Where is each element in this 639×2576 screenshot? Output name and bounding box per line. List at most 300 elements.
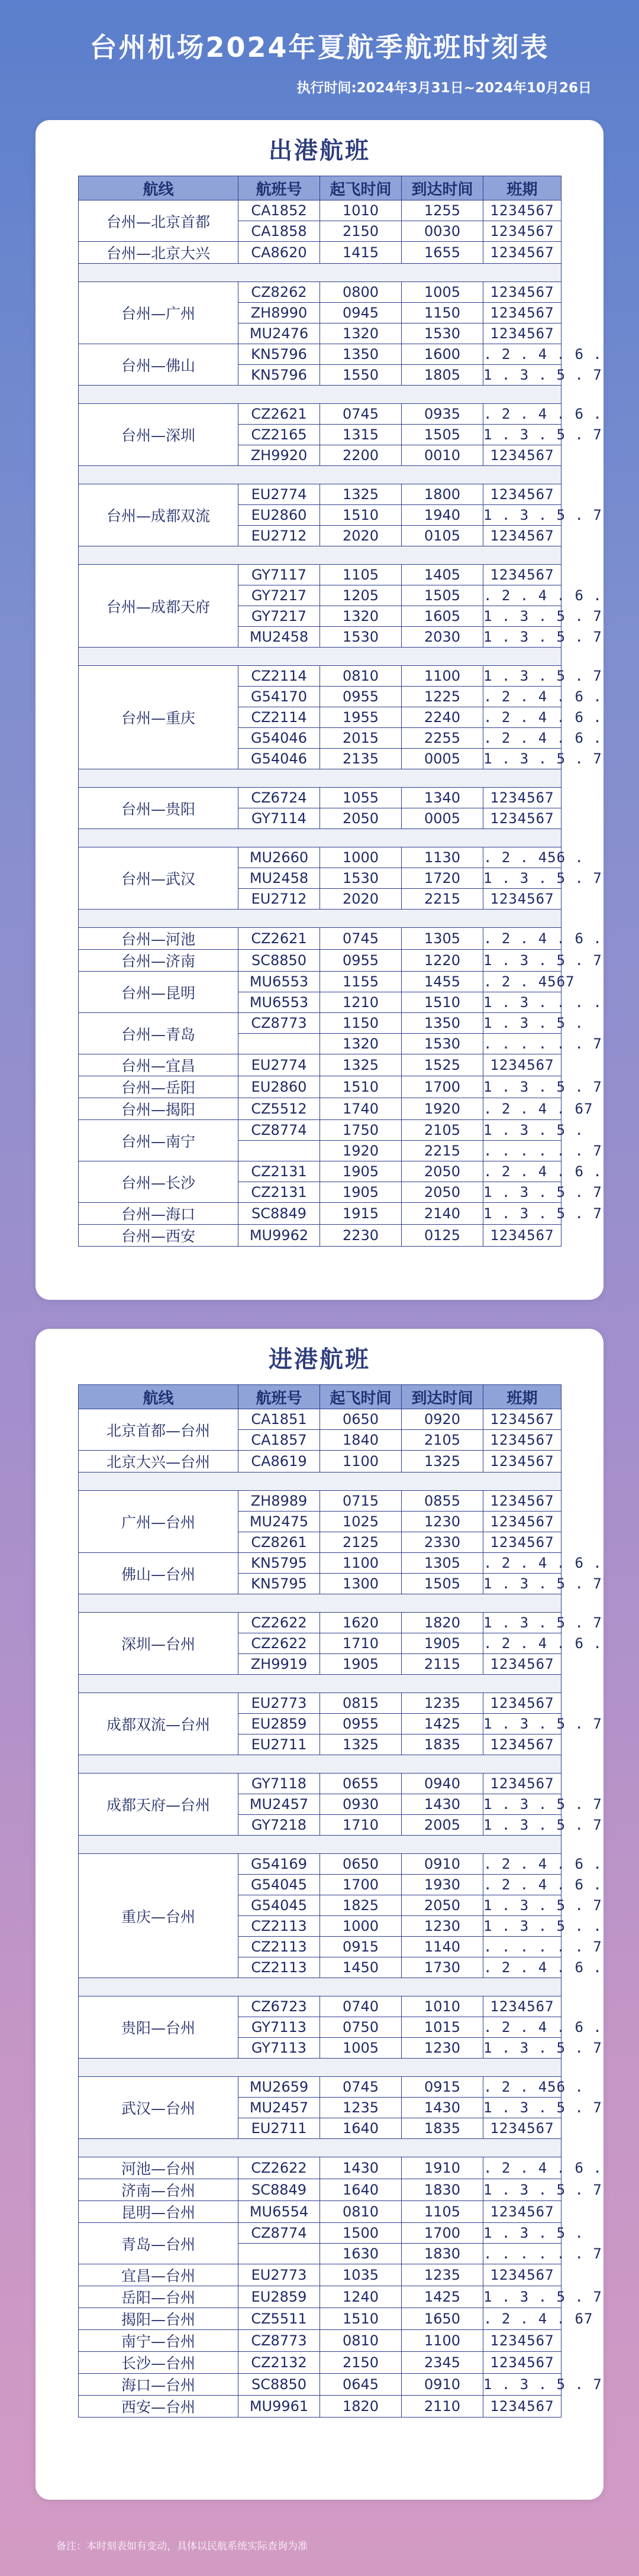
flight-number-cell: ZH9919 (238, 1654, 320, 1675)
arrival-time-cell: 2005 (402, 1815, 483, 1836)
arrival-card (36, 1329, 604, 2500)
departure-time-cell: 1920 (320, 1141, 402, 1161)
flight-number-cell: GY7113 (238, 2017, 320, 2038)
arrival-time-cell: 1225 (402, 687, 483, 707)
arrival-time-cell: 1430 (402, 1794, 483, 1815)
arrival-time-cell: 1720 (402, 868, 483, 889)
table-row (79, 1491, 561, 1512)
route-cell: 台州—深圳 (79, 404, 238, 466)
flight-number-cell: CZ2113 (238, 1916, 320, 1937)
departure-time-cell: 0745 (320, 928, 402, 950)
schedule-days-cell: 1 . 3 . 5 . (483, 1013, 561, 1034)
schedule-days-cell: 1234567 (483, 1491, 561, 1512)
schedule-days-cell: 1 . 3 . . . . (483, 992, 561, 1013)
arrival-time-cell: 0105 (402, 526, 483, 546)
departure-time-cell: 2230 (320, 1225, 402, 1247)
schedule-days-cell: . 2 . 4 . 6 . (483, 1161, 561, 1182)
departure-time-cell: 1155 (320, 972, 402, 992)
departure-time-cell: 0800 (320, 282, 402, 303)
departure-time-cell: 0650 (320, 1854, 402, 1875)
group-separator-row (79, 264, 561, 282)
flight-number-cell: CZ5512 (238, 1098, 320, 1120)
arrival-time-cell: 2115 (402, 1654, 483, 1675)
arrival-table-body (79, 1409, 602, 2418)
arrival-time-cell: 1510 (402, 992, 483, 1013)
flight-number-cell: CZ8774 (238, 1120, 320, 1141)
schedule-days-cell: . 2 . 4 . 6 . (483, 1875, 561, 1895)
route-cell: 济南—台州 (79, 2179, 238, 2201)
arrival-time-cell: 1910 (402, 2157, 483, 2179)
route-cell: 台州—济南 (79, 950, 238, 972)
route-cell: 台州—北京首都 (79, 200, 238, 242)
arrival-time-cell: 1235 (402, 2264, 483, 2286)
table-row (79, 1225, 561, 1247)
arrival-time-cell: 1650 (402, 2308, 483, 2330)
flight-number-cell (238, 1034, 320, 1054)
departure-time-cell: 2015 (320, 728, 402, 749)
route-cell: 宜昌—台州 (79, 2264, 238, 2286)
schedule-days-cell: . . . . . . 7 (483, 1937, 561, 1957)
route-cell: 台州—佛山 (79, 344, 238, 386)
arrival-time-cell: 1730 (402, 1957, 483, 1978)
schedule-days-cell: 1234567 (483, 565, 561, 585)
flight-number-cell: MU2458 (238, 627, 320, 648)
departure-time-cell: 0750 (320, 2017, 402, 2038)
arrival-time-cell: 1505 (402, 1574, 483, 1594)
schedule-days-cell: . 2 . 456 . (483, 847, 561, 868)
flight-number-cell: MU2457 (238, 2098, 320, 2118)
schedule-days-cell: . 2 . 4 . 67 (483, 1098, 561, 1120)
arrival-time-cell: 0910 (402, 1854, 483, 1875)
route-cell: 北京大兴—台州 (79, 1451, 238, 1473)
arrival-time-cell: 1100 (402, 666, 483, 687)
departure-time-cell: 2200 (320, 445, 402, 466)
departure-time-cell: 0915 (320, 1937, 402, 1957)
route-cell: 台州—长沙 (79, 1161, 238, 1203)
flight-number-cell: EU2773 (238, 2264, 320, 2286)
departure-time-cell: 0930 (320, 1794, 402, 1815)
arrival-time-cell: 2050 (402, 1182, 483, 1203)
flight-number-cell: SC8849 (238, 2179, 320, 2201)
arrival-time-cell: 2030 (402, 627, 483, 648)
flight-number-cell: ZH8990 (238, 303, 320, 323)
departure-time-cell: 0745 (320, 2077, 402, 2098)
departure-table (78, 176, 602, 1247)
table-row (79, 1451, 561, 1473)
flight-number-cell: CZ6723 (238, 1996, 320, 2017)
arrival-table (78, 1384, 602, 2418)
route-cell: 台州—河池 (79, 928, 238, 950)
departure-time-cell: 1205 (320, 585, 402, 606)
arrival-time-cell: 1940 (402, 505, 483, 526)
departure-time-cell: 0955 (320, 1714, 402, 1734)
departure-time-cell: 1820 (320, 2396, 402, 2418)
separator-cell (79, 466, 561, 484)
schedule-days-cell: 1 . 3 . 5 . 7 (483, 666, 561, 687)
flight-number-cell: MU6553 (238, 992, 320, 1013)
flight-number-cell: MU6553 (238, 972, 320, 992)
schedule-days-cell: 1234567 (483, 788, 561, 808)
arrival-time-cell: 1015 (402, 2017, 483, 2038)
flight-number-cell: SC8850 (238, 2374, 320, 2396)
flight-number-cell: CZ2621 (238, 928, 320, 950)
departure-time-cell: 1530 (320, 627, 402, 648)
schedule-days-cell: . 2 . 4 . 6 . (483, 1553, 561, 1574)
schedule-days-cell: . . . . . . 7 (483, 1141, 561, 1161)
table-row (79, 2308, 561, 2330)
table-row (79, 2352, 561, 2374)
schedule-days-cell: 1234567 (483, 808, 561, 829)
flight-number-cell: CZ8773 (238, 1013, 320, 1034)
table-header-row (79, 176, 561, 200)
schedule-days-cell: 1234567 (483, 2330, 561, 2352)
departure-time-cell: 1740 (320, 1098, 402, 1120)
separator-cell (79, 2139, 561, 2157)
arrival-time-cell: 1425 (402, 2286, 483, 2308)
schedule-days-cell: 1 . 3 . 5 . 7 (483, 2286, 561, 2308)
departure-time-cell: 1320 (320, 606, 402, 627)
departure-time-cell: 1100 (320, 1553, 402, 1574)
schedule-days-cell: . 2 . 4 . 6 . (483, 2017, 561, 2038)
schedule-days-cell: 1 . 3 . 5 . 7 (483, 2179, 561, 2201)
arrival-time-cell: 1835 (402, 2118, 483, 2139)
arrival-time-cell: 1305 (402, 928, 483, 950)
arrival-time-cell: 1805 (402, 365, 483, 386)
flight-number-cell: G54170 (238, 687, 320, 707)
arrival-time-cell: 1425 (402, 1714, 483, 1734)
schedule-days-cell: 1234567 (483, 1693, 561, 1714)
header-route: 航线 (79, 1385, 238, 1409)
flight-number-cell: KN5796 (238, 365, 320, 386)
departure-time-cell: 1825 (320, 1895, 402, 1916)
departure-time-cell: 1000 (320, 1916, 402, 1937)
flight-number-cell: EU2711 (238, 2118, 320, 2139)
schedule-days-cell: 1 . 3 . 5 . (483, 1120, 561, 1141)
header-arrival-time: 到达时间 (402, 1385, 483, 1409)
schedule-days-cell: . 2 . 4 . 6 . (483, 687, 561, 707)
departure-time-cell: 1150 (320, 1013, 402, 1034)
flight-number-cell: CA8620 (238, 242, 320, 264)
route-cell: 南宁—台州 (79, 2330, 238, 2352)
schedule-days-cell: 1234567 (483, 242, 561, 264)
group-separator-row (79, 466, 561, 484)
departure-time-cell: 2150 (320, 2352, 402, 2374)
arrival-time-cell: 0010 (402, 445, 483, 466)
schedule-days-cell: . 2 . 4 . 67 (483, 2308, 561, 2330)
table-row (79, 2264, 561, 2286)
departure-time-cell: 0955 (320, 687, 402, 707)
schedule-days-cell: 1234567 (483, 1451, 561, 1473)
group-separator-row (79, 2139, 561, 2157)
flight-number-cell: G54046 (238, 749, 320, 769)
flight-number-cell: MU9961 (238, 2396, 320, 2418)
schedule-days-cell: 1234567 (483, 2396, 561, 2418)
schedule-days-cell: 1234567 (483, 445, 561, 466)
schedule-days-cell: 1 . 3 . 5 . 7 (483, 1794, 561, 1815)
route-cell: 台州—昆明 (79, 972, 238, 1013)
arrival-time-cell: 0940 (402, 1774, 483, 1794)
arrival-time-cell: 1230 (402, 1512, 483, 1532)
flight-number-cell: MU2458 (238, 868, 320, 889)
flight-number-cell: CZ2132 (238, 2352, 320, 2374)
schedule-days-cell: 1234567 (483, 1532, 561, 1553)
departure-time-cell: 2135 (320, 749, 402, 769)
schedule-days-cell: 1 . 3 . 5 . 7 (483, 2038, 561, 2059)
schedule-days-cell: . 2 . 4 . 6 . (483, 707, 561, 728)
arrival-time-cell: 1150 (402, 303, 483, 323)
departure-time-cell: 1035 (320, 2264, 402, 2286)
header-schedule-days: 班期 (483, 1385, 561, 1409)
arrival-time-cell: 2215 (402, 1141, 483, 1161)
schedule-days-cell: 1234567 (483, 1409, 561, 1430)
arrival-time-cell: 1340 (402, 788, 483, 808)
route-cell: 河池—台州 (79, 2157, 238, 2179)
schedule-days-cell: 1 . 3 . 5 . 7 (483, 1895, 561, 1916)
route-cell: 佛山—台州 (79, 1553, 238, 1594)
departure-time-cell: 1955 (320, 707, 402, 728)
route-cell: 台州—北京大兴 (79, 242, 238, 264)
separator-cell (79, 1978, 561, 1996)
flight-number-cell (238, 1141, 320, 1161)
schedule-days-cell: 1234567 (483, 200, 561, 221)
group-separator-row (79, 1836, 561, 1854)
schedule-days-cell: 1 . 3 . 5 . 7 (483, 505, 561, 526)
table-header-row (79, 1385, 561, 1409)
route-cell: 北京首都—台州 (79, 1409, 238, 1451)
flight-number-cell: CZ2165 (238, 425, 320, 445)
table-row (79, 950, 561, 972)
flight-number-cell: MU6554 (238, 2201, 320, 2223)
route-cell: 台州—揭阳 (79, 1098, 238, 1120)
departure-time-cell: 1300 (320, 1574, 402, 1594)
separator-cell (79, 910, 561, 928)
flight-number-cell: EU2774 (238, 1054, 320, 1076)
arrival-time-cell: 1605 (402, 606, 483, 627)
route-cell: 台州—岳阳 (79, 1076, 238, 1098)
departure-time-cell: 1325 (320, 1734, 402, 1755)
route-cell: 台州—成都天府 (79, 565, 238, 648)
table-row (79, 344, 561, 365)
departure-time-cell: 1640 (320, 2179, 402, 2201)
schedule-days-cell: 1234567 (483, 1654, 561, 1675)
table-row (79, 2157, 561, 2179)
route-cell: 西安—台州 (79, 2396, 238, 2418)
departure-time-cell: 0810 (320, 666, 402, 687)
schedule-days-cell: 1 . 3 . 5 . 7 (483, 2374, 561, 2396)
table-row (79, 928, 561, 950)
table-row (79, 2201, 561, 2223)
schedule-days-cell: 1 . 3 . 5 . 7 (483, 365, 561, 386)
header-departure-time: 起飞时间 (320, 176, 402, 200)
table-row (79, 2179, 561, 2201)
departure-time-cell: 1640 (320, 2118, 402, 2139)
schedule-days-cell: 1 . 3 . 5 . 7 (483, 1613, 561, 1633)
separator-cell (79, 386, 561, 404)
departure-time-cell: 1415 (320, 242, 402, 264)
separator-cell (79, 1836, 561, 1854)
table-row (79, 788, 561, 808)
header-departure-time: 起飞时间 (320, 1385, 402, 1409)
schedule-days-cell: 1234567 (483, 221, 561, 242)
flight-number-cell: G54045 (238, 1895, 320, 1916)
flight-number-cell: CZ2131 (238, 1182, 320, 1203)
schedule-days-cell: 1 . 3 . 5 . 7 (483, 749, 561, 769)
group-separator-row (79, 829, 561, 847)
flight-number-cell: CZ2114 (238, 707, 320, 728)
departure-time-cell: 1905 (320, 1182, 402, 1203)
arrival-time-cell: 2345 (402, 2352, 483, 2374)
departure-time-cell: 1350 (320, 344, 402, 365)
flight-number-cell: CZ2114 (238, 666, 320, 687)
arrival-time-cell: 1235 (402, 1693, 483, 1714)
flight-number-cell: MU2659 (238, 2077, 320, 2098)
flight-number-cell: MU2475 (238, 1512, 320, 1532)
schedule-days-cell: 1234567 (483, 2201, 561, 2223)
departure-time-cell: 1105 (320, 565, 402, 585)
route-cell: 贵阳—台州 (79, 1996, 238, 2059)
table-row (79, 1120, 561, 1141)
flight-number-cell: CA1857 (238, 1430, 320, 1451)
schedule-days-cell: . . . . . . 7 (483, 1034, 561, 1054)
schedule-days-cell: . 2 . 4 . 6 . (483, 404, 561, 425)
group-separator-row (79, 2059, 561, 2077)
schedule-days-cell: . 2 . 4 . 6 . (483, 928, 561, 950)
route-cell: 重庆—台州 (79, 1854, 238, 1978)
table-row (79, 282, 561, 303)
flight-number-cell: CZ2622 (238, 1633, 320, 1654)
table-row (79, 2286, 561, 2308)
flight-number-cell: GY7114 (238, 808, 320, 829)
table-row (79, 2330, 561, 2352)
schedule-period: 执行时间:2024年3月31日~2024年10月26日 (296, 80, 592, 96)
schedule-days-cell: 1234567 (483, 1225, 561, 1247)
group-separator-row (79, 648, 561, 666)
route-cell: 台州—成都双流 (79, 484, 238, 546)
group-separator-row (79, 546, 561, 565)
flight-number-cell: CZ8773 (238, 2330, 320, 2352)
route-cell: 成都双流—台州 (79, 1693, 238, 1755)
departure-title: 出港航班 (269, 137, 370, 164)
departure-time-cell: 0955 (320, 950, 402, 972)
arrival-time-cell: 1530 (402, 1034, 483, 1054)
table-row (79, 1996, 561, 2017)
group-separator-row (79, 1755, 561, 1774)
table-row (79, 200, 561, 221)
separator-cell (79, 829, 561, 847)
departure-time-cell: 0715 (320, 1491, 402, 1512)
arrival-time-cell: 1005 (402, 282, 483, 303)
arrival-time-cell: 2105 (402, 1120, 483, 1141)
flight-number-cell: EU2712 (238, 526, 320, 546)
separator-cell (79, 648, 561, 666)
header-flight-no: 航班号 (238, 1385, 320, 1409)
header-arrival-time: 到达时间 (402, 176, 483, 200)
flight-number-cell: CZ2131 (238, 1161, 320, 1182)
arrival-time-cell: 1530 (402, 323, 483, 344)
route-cell: 成都天府—台州 (79, 1774, 238, 1836)
route-cell: 长沙—台州 (79, 2352, 238, 2374)
route-cell: 揭阳—台州 (79, 2308, 238, 2330)
arrival-time-cell: 2140 (402, 1203, 483, 1225)
table-row (79, 565, 561, 585)
arrival-time-cell: 1525 (402, 1054, 483, 1076)
arrival-time-cell: 1130 (402, 847, 483, 868)
schedule-days-cell: 1 . 3 . 5 . 7 (483, 950, 561, 972)
flight-number-cell: EU2774 (238, 484, 320, 505)
departure-time-cell: 1840 (320, 1430, 402, 1451)
separator-cell (79, 1473, 561, 1491)
route-cell: 台州—贵阳 (79, 788, 238, 829)
departure-time-cell: 1055 (320, 788, 402, 808)
schedule-days-cell: 1234567 (483, 282, 561, 303)
arrival-time-cell: 0125 (402, 1225, 483, 1247)
departure-time-cell: 0645 (320, 2374, 402, 2396)
arrival-time-cell: 1920 (402, 1098, 483, 1120)
flight-number-cell: EU2860 (238, 505, 320, 526)
departure-time-cell: 1240 (320, 2286, 402, 2308)
table-row (79, 404, 561, 425)
departure-time-cell: 1510 (320, 505, 402, 526)
flight-number-cell: CZ8261 (238, 1532, 320, 1553)
route-cell: 青岛—台州 (79, 2223, 238, 2264)
flight-number-cell: CZ2621 (238, 404, 320, 425)
table-row (79, 1774, 561, 1794)
arrival-time-cell: 1325 (402, 1451, 483, 1473)
flight-number-cell: CZ8262 (238, 282, 320, 303)
arrival-time-cell: 2050 (402, 1895, 483, 1916)
departure-time-cell: 1210 (320, 992, 402, 1013)
departure-table-body (79, 200, 602, 1247)
departure-time-cell: 2050 (320, 808, 402, 829)
schedule-days-cell: 1234567 (483, 303, 561, 323)
arrival-time-cell: 1010 (402, 1996, 483, 2017)
separator-cell (79, 2059, 561, 2077)
schedule-days-cell: 1234567 (483, 889, 561, 910)
schedule-days-cell: . . . . . . 7 (483, 2244, 561, 2264)
group-separator-row (79, 1594, 561, 1613)
departure-time-cell: 0650 (320, 1409, 402, 1430)
flight-number-cell: KN5796 (238, 344, 320, 365)
arrival-time-cell: 1230 (402, 2038, 483, 2059)
arrival-time-cell: 0920 (402, 1409, 483, 1430)
table-row (79, 972, 561, 992)
schedule-days-cell: 1 . 3 . 5 . 7 (483, 1076, 561, 1098)
flight-number-cell: EU2773 (238, 1693, 320, 1714)
departure-time-cell: 1320 (320, 1034, 402, 1054)
table-row (79, 1076, 561, 1098)
arrival-time-cell: 0005 (402, 808, 483, 829)
table-row (79, 1098, 561, 1120)
schedule-days-cell: . 2 . 4567 (483, 972, 561, 992)
table-row (79, 1203, 561, 1225)
separator-cell (79, 769, 561, 788)
route-cell: 台州—青岛 (79, 1013, 238, 1054)
departure-time-cell: 2125 (320, 1532, 402, 1553)
flight-number-cell: KN5795 (238, 1553, 320, 1574)
arrival-time-cell: 1350 (402, 1013, 483, 1034)
route-cell: 广州—台州 (79, 1491, 238, 1553)
flight-number-cell: CA1852 (238, 200, 320, 221)
departure-time-cell: 0945 (320, 303, 402, 323)
separator-cell (79, 264, 561, 282)
arrival-time-cell: 1830 (402, 2244, 483, 2264)
table-row (79, 1054, 561, 1076)
schedule-days-cell: 1 . 3 . 5 . (483, 2223, 561, 2244)
schedule-days-cell: 1234567 (483, 1512, 561, 1532)
table-row (79, 1613, 561, 1633)
flight-number-cell: GY7218 (238, 1815, 320, 1836)
flight-number-cell: MU9962 (238, 1225, 320, 1247)
